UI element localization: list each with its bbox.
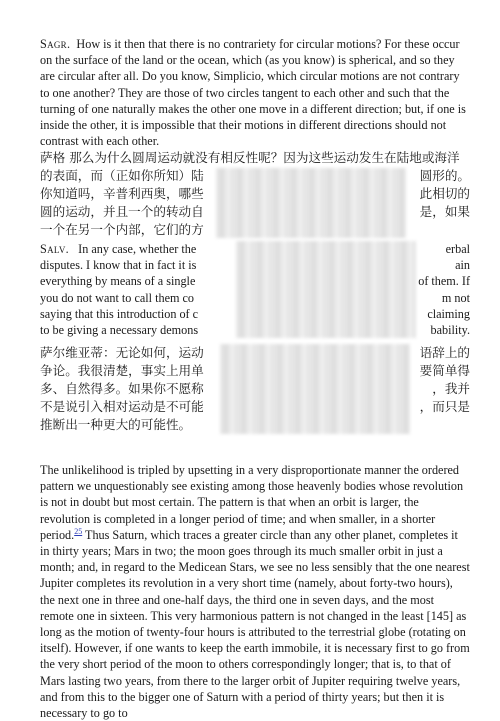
en-line: Salv. In any case, whether the erbal xyxy=(40,242,470,256)
paragraph-text: How is it then that there is no contrariety for circular motions? For these occur on the surface of the land or the ocean, which (as you know) is spherical, and so they are circular after all. Do you know, Simplicio, which circular motions are not contrary to one another? They are those of two circles tangent to each other and such that the turning of one naturally makes the other one move in a different direction; but, if one is inside the other, it is impossible that their motions in different directions should not contrast with each other. xyxy=(40,37,466,149)
zh-line: 一个在另一个内部，它们的方 xyxy=(40,222,204,237)
zh-line: 多、自然得多。如果你不愿称 ，我并 xyxy=(40,381,470,396)
en-line: to be giving a necessary demons bability. xyxy=(40,323,470,338)
zh-line: 你知道吗，辛普利西奥，哪些 此相切的 xyxy=(40,186,470,201)
zh-line: 推断出一种更大的可能性。 xyxy=(40,417,192,432)
footnote-link[interactable]: 25 xyxy=(74,526,83,536)
zh-line: 萨格 那么为什么圆周运动就没有相反性呢？因为这些运动发生在陆地或海洋 xyxy=(40,150,460,165)
paragraph-salviati-zh xyxy=(40,344,470,434)
redaction-blur xyxy=(236,241,416,338)
zh-line: 不是说引入相对运动是不可能 ，而只是 xyxy=(40,399,470,414)
paragraph-salviati-en xyxy=(40,241,470,338)
paragraph-sagredo-zh xyxy=(40,149,470,239)
zh-line: 争论。我很清楚，事实上用单 要简单得 xyxy=(40,363,470,378)
en-line: disputes. I know that in fact it is ain xyxy=(40,258,470,273)
zh-line: 圆的运动，并且一个的转动自 是，如果 xyxy=(40,204,470,219)
zh-line: 的表面，而（正如你所知）陆 圆形的。 xyxy=(40,168,470,183)
paragraph-body-en: The unlikelihood is tripled by upsetting in a very disproportionate manner the ordered pattern we unquestionably see existing among those heavenly bodies whose revolution is not in doubt but most certain. The pattern is that when an orbit is larger, the revolution is completed in a longer period of time; and when smaller, in a shorter period.$^{25}$ Thus Saturn, which traces a greater circle than any other planet, completes it in thirty years; Mars in two; the moon goes through its much smaller orbit in just a month; and, in regard to the Medicean Stars, we see no less sensibly that the one nearest Jupiter completes its revolution in a very short time (namely, about forty-two hours), the next one in three and one-half days, the third one in seven days, and the most remote one in sixteen. This very harmonious pattern is not changed in the least [145] as long as the motion of twenty-four hours is attributed to the terrestrial globe (rotating on itself). However, if one wants to keep the earth immobile, it is necessary first to go from the very short period of the moon to others correspondingly longer; that is, to that of Mars lasting two years, from there to the larger orbit of Jupiter requiring twelve years, and from this to the bigger one of Saturn with a period of thirty years; but then it is necessary to go to xyxy=(40,463,470,721)
paragraph-sagredo-en xyxy=(40,36,470,149)
speaker-label: Sagr. xyxy=(40,37,71,51)
en-line: everything by means of a single of them. If xyxy=(40,274,470,289)
zh-line: 萨尔维亚蒂：无论如何，运动 语辞上的 xyxy=(40,345,470,360)
en-line: saying that this introduction of c claiming xyxy=(40,306,470,321)
en-line: you do not want to call them co m not xyxy=(40,290,470,305)
redaction-blur xyxy=(220,344,410,434)
redaction-blur xyxy=(216,168,406,238)
